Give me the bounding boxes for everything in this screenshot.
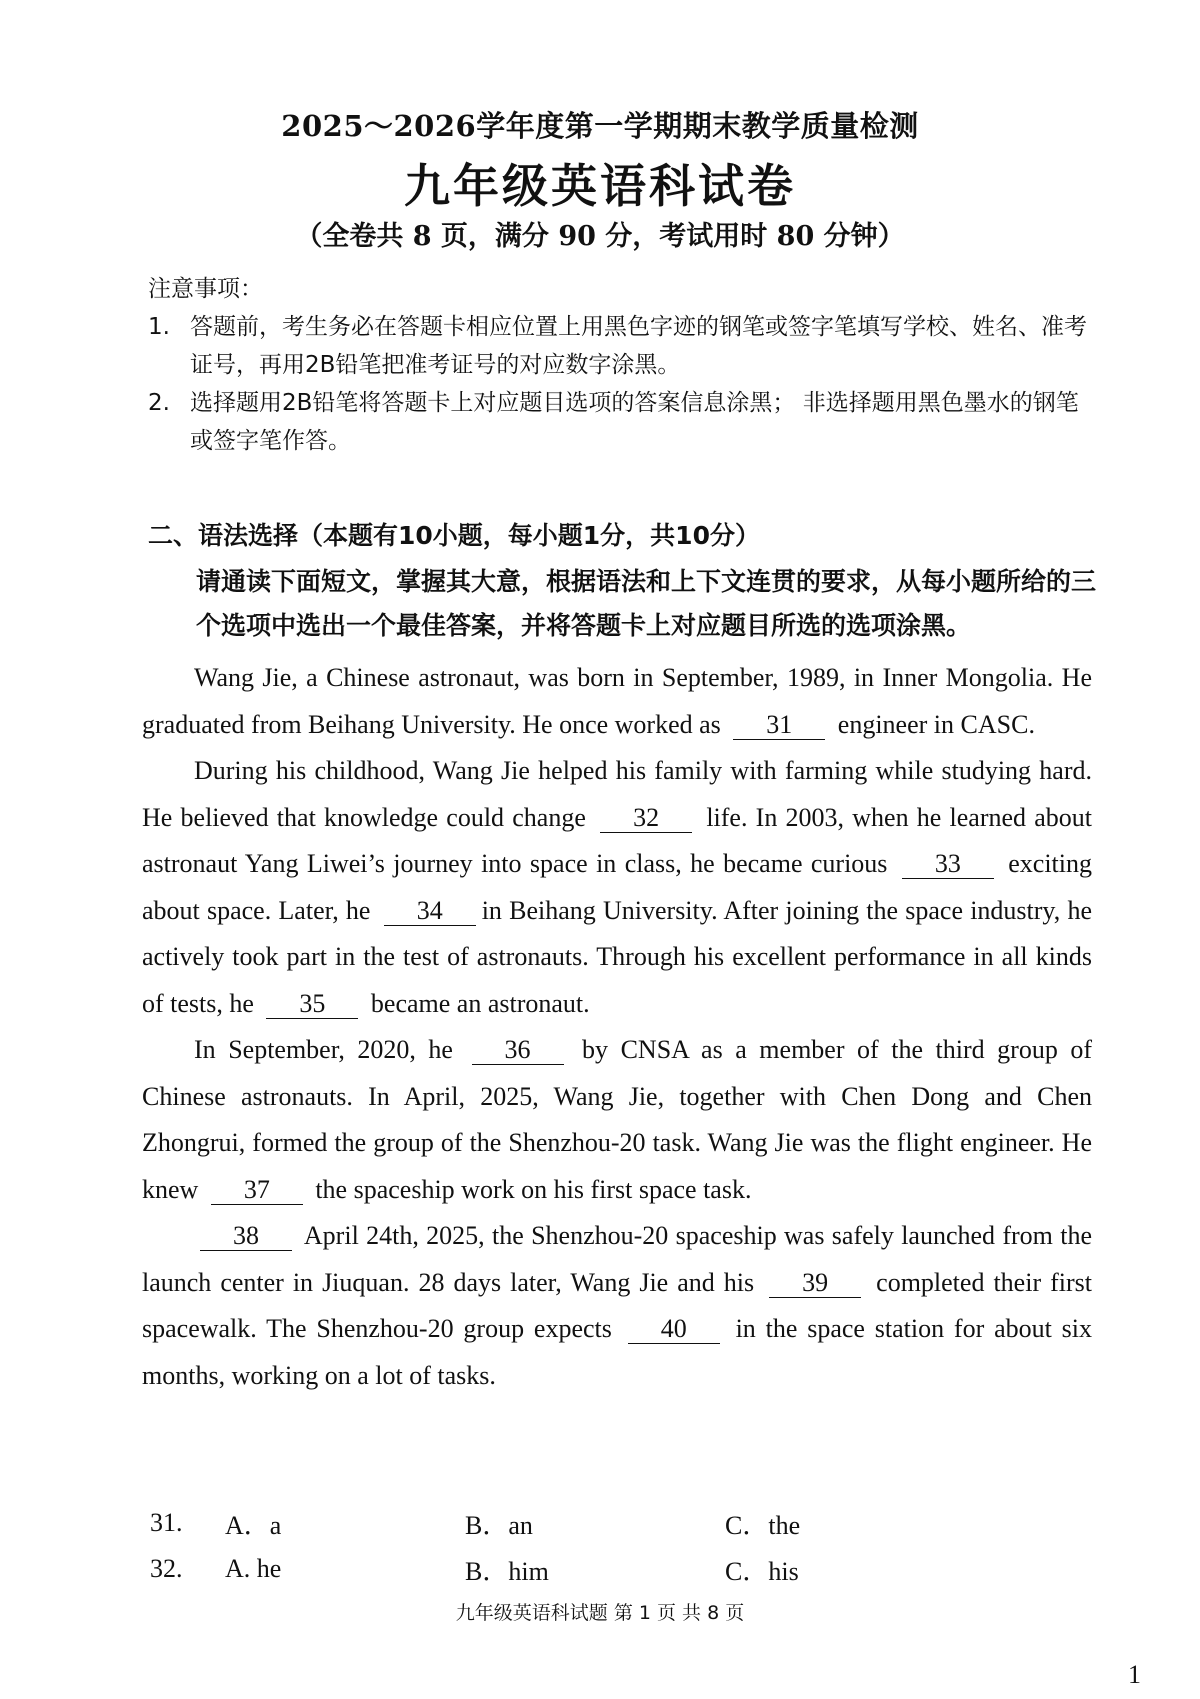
- question-number: 32.: [150, 1554, 183, 1583]
- reading-passage: [142, 655, 1092, 1399]
- passage-text: became an astronaut.: [370, 988, 590, 1018]
- passage-text: the spaceship work on his first space task.: [315, 1174, 752, 1204]
- blank-35: 35: [266, 990, 358, 1019]
- notes-section: [148, 270, 1098, 460]
- blank-34: 34: [384, 897, 476, 926]
- page-footer: 九年级英语科试题 第 1 页 共 8 页: [455, 1602, 745, 1624]
- passage-text: life. In 2003, when he learned about astronaut Yang Liwei’s journey into space in class, he became curious: [142, 802, 1093, 878]
- exam-info: （全卷共 8 页，满分 90 分，考试用时 80 分钟）: [295, 221, 905, 252]
- note-text: 选择题用2B铅笔将答题卡上对应题目选项的答案信息涂黑； 非选择题用黑色墨水的钢笔或签字笔作答。: [190, 390, 1079, 454]
- blank-38: 38: [200, 1222, 292, 1251]
- option-b: B．an: [465, 1510, 533, 1540]
- blank-33: 33: [902, 850, 994, 879]
- passage-paragraph-2: [142, 748, 1092, 1027]
- passage-text: Wang Jie, a Chinese astronaut, was born in September, 1989, in Inner Mongolia. He graduated from Beihang University. He once worked as: [142, 663, 1092, 739]
- passage-text: April 24th, 2025, the Shenzhou-20 spaceship was safely launched from the launch center in Jiuquan. 28 days later, Wang Jie and his: [142, 1221, 1092, 1297]
- option-c: C．the: [725, 1510, 801, 1540]
- option-b: B．him: [465, 1556, 549, 1586]
- note-number: 2.: [148, 390, 170, 416]
- option-c: C．his: [725, 1556, 799, 1586]
- passage-text: in Beihang University. After joining the space industry, he actively took part in the test of astronauts. Through his excellent performance in all kinds of tests, he: [142, 895, 1092, 1018]
- question-number: 31.: [150, 1508, 183, 1537]
- section-instructions: 请通读下面短文，掌握其大意，根据语法和上下文连贯的要求，从每小题所给的三个选项中选出一个最佳答案，并将答题卡上对应题目所选的选项涂黑。: [196, 567, 1097, 640]
- note-number: 1.: [148, 314, 170, 340]
- passage-text: by CNSA as a member of the third group of Chinese astronauts. In April, 2025, Wang Jie, together with Chen Dong and Chen Zhongrui, formed the group of the Shenzhou-20 task. Wang Jie was the flight engineer. He knew: [142, 1035, 1093, 1204]
- answer-options: [150, 1500, 1050, 1592]
- passage-paragraph-3: [142, 1027, 1092, 1213]
- note-item: [148, 384, 1098, 460]
- exam-term-title: 2025～2026学年度第一学期期末教学质量检测: [281, 109, 919, 143]
- passage-paragraph-4: [142, 1213, 1092, 1399]
- note-item: [148, 308, 1098, 384]
- option-a: A. he: [225, 1554, 282, 1583]
- blank-40: 40: [628, 1315, 720, 1344]
- passage-text: engineer in CASC.: [837, 709, 1035, 739]
- blank-31: 31: [733, 711, 825, 740]
- exam-subject-title: 九年级英语科试卷: [404, 159, 796, 213]
- notes-title: 注意事项：: [148, 276, 263, 302]
- passage-text: exciting about space. Later, he: [142, 849, 1093, 925]
- blank-37: 37: [211, 1176, 303, 1205]
- question-row-31: [150, 1500, 1050, 1546]
- section-title: 二、语法选择（本题有10小题，每小题1分，共10分）: [148, 521, 760, 550]
- passage-text: completed their first spacewalk. The Shenzhou-20 group expects: [142, 1267, 1092, 1343]
- passage-text: In September, 2020, he: [194, 1035, 453, 1064]
- option-a: A．a: [225, 1510, 282, 1540]
- blank-32: 32: [600, 804, 692, 833]
- passage-paragraph-1: [142, 655, 1092, 748]
- corner-page-number: 1: [1128, 1660, 1141, 1689]
- passage-text: During his childhood, Wang Jie helped his family with farming while studying hard. He believed that knowledge could change: [142, 756, 1092, 832]
- passage-text: in the space station for about six months, working on a lot of tasks.: [142, 1314, 1093, 1390]
- blank-39: 39: [769, 1269, 861, 1298]
- question-row-32: [150, 1546, 1050, 1592]
- note-text: 答题前，考生务必在答题卡相应位置上用黑色字迹的钢笔或签字笔填写学校、姓名、准考证号，再用2B铅笔把准考证号的对应数字涂黑。: [190, 314, 1087, 378]
- blank-36: 36: [472, 1036, 564, 1065]
